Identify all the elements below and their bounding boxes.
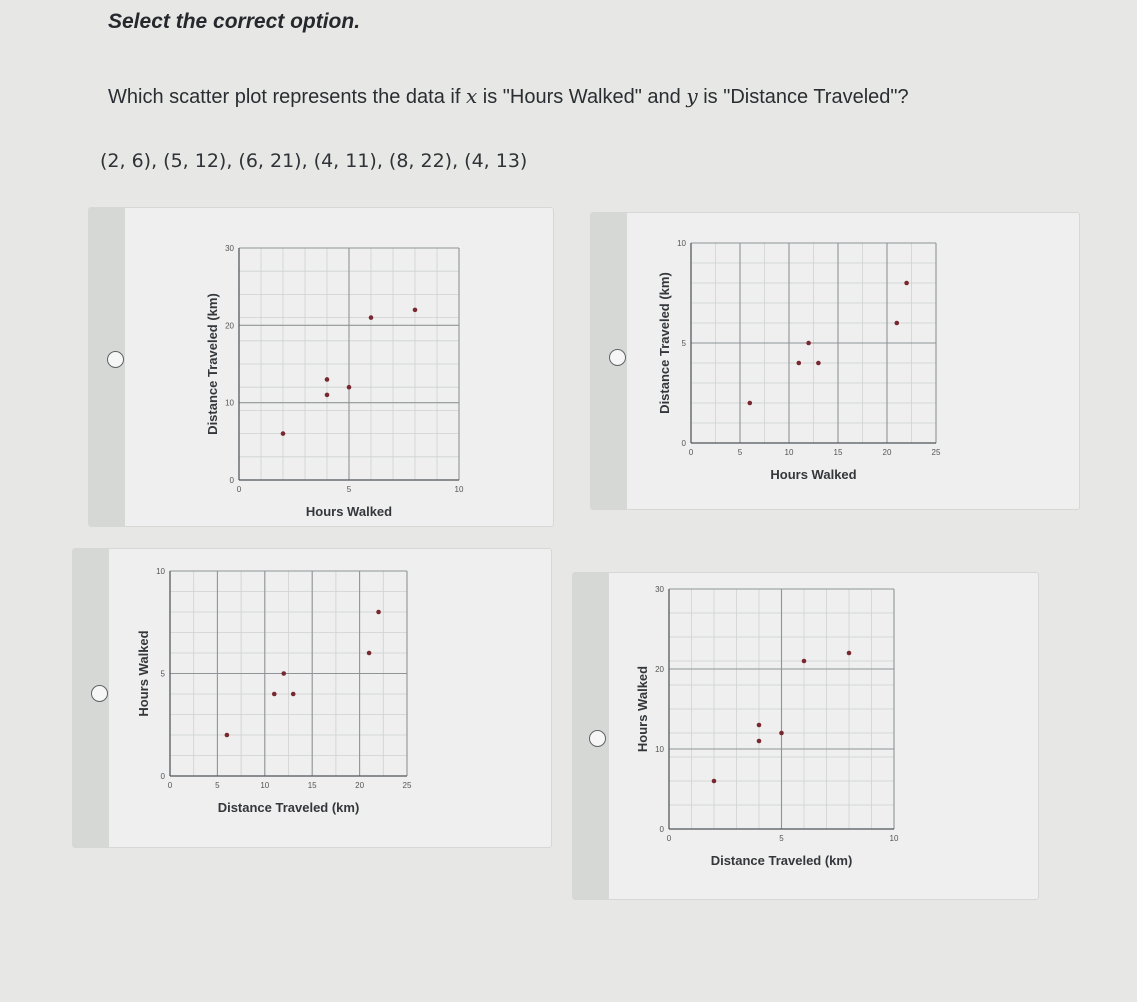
data-point bbox=[847, 651, 852, 656]
option-a-chart bbox=[129, 212, 529, 519]
x-tick-label: 5 bbox=[215, 781, 220, 790]
y-tick-label: 0 bbox=[160, 772, 165, 781]
y-axis-label: Hours Walked bbox=[635, 665, 650, 753]
y-tick-label: 20 bbox=[225, 321, 234, 331]
data-point bbox=[806, 341, 811, 346]
data-point bbox=[281, 671, 286, 676]
x-tick-label: 0 bbox=[236, 485, 242, 494]
data-point bbox=[797, 361, 802, 366]
x-tick-label: 5 bbox=[346, 485, 352, 494]
x-tick-label: 15 bbox=[307, 781, 317, 790]
y-tick-label: 5 bbox=[160, 669, 165, 679]
data-point bbox=[325, 393, 330, 398]
data-point bbox=[376, 610, 381, 615]
y-tick-label: 20 bbox=[655, 665, 664, 674]
x-tick-label: 5 bbox=[779, 834, 784, 843]
option-d-chart bbox=[573, 573, 973, 893]
y-tick-label: 10 bbox=[156, 567, 165, 576]
data-point bbox=[413, 308, 418, 313]
grid bbox=[691, 243, 936, 443]
option-a-strip bbox=[89, 208, 125, 526]
option-a-radio[interactable] bbox=[107, 351, 124, 368]
data-points-text: (2, 6), (5, 12), (6, 21), (4, 11), (8, 22), (4, 13) bbox=[100, 150, 528, 172]
data-point bbox=[779, 731, 784, 736]
data-point bbox=[712, 779, 717, 784]
x-tick-label: 10 bbox=[784, 448, 794, 457]
option-c-chart bbox=[73, 549, 473, 829]
data-point bbox=[816, 361, 821, 366]
data-point bbox=[904, 281, 909, 286]
y-tick-label: 5 bbox=[681, 339, 686, 348]
x-tick-label: 0 bbox=[167, 781, 173, 790]
x-tick-label: 10 bbox=[889, 834, 899, 843]
question-suffix: is "Distance Traveled"? bbox=[697, 86, 909, 108]
y-tick-label: 0 bbox=[229, 476, 234, 485]
data-point bbox=[281, 431, 286, 436]
data-point bbox=[291, 692, 296, 697]
x-axis-label: Distance Traveled (km) bbox=[710, 853, 853, 868]
x-tick-label: 25 bbox=[931, 448, 941, 457]
x-tick-label: 0 bbox=[688, 448, 694, 457]
data-point bbox=[225, 733, 230, 738]
y-tick-label: 10 bbox=[225, 398, 234, 408]
x-tick-label: 20 bbox=[882, 448, 892, 457]
option-b-card[interactable] bbox=[590, 212, 1080, 510]
y-tick-label: 30 bbox=[225, 244, 234, 253]
question-text bbox=[108, 84, 909, 109]
x-tick-label: 20 bbox=[355, 781, 365, 790]
x-axis-label: Hours Walked bbox=[770, 467, 857, 482]
data-point bbox=[272, 692, 277, 697]
y-tick-label: 10 bbox=[655, 745, 664, 754]
data-point bbox=[757, 739, 762, 744]
instruction-text: Select the correct option. bbox=[108, 10, 361, 33]
x-tick-label: 5 bbox=[737, 448, 743, 457]
x-tick-label: 25 bbox=[402, 781, 412, 790]
x-tick-label: 0 bbox=[666, 834, 672, 843]
x-axis-label: Hours Walked bbox=[305, 504, 393, 519]
data-point bbox=[757, 723, 762, 728]
data-point bbox=[895, 321, 900, 326]
option-d-card[interactable] bbox=[572, 572, 1039, 900]
y-tick-label: 0 bbox=[681, 439, 686, 448]
x-tick-label: 15 bbox=[833, 448, 843, 457]
question-middle: is "Hours Walked" and bbox=[482, 86, 687, 108]
y-axis-label: Distance Traveled (km) bbox=[205, 293, 220, 435]
question-y-var: y bbox=[686, 84, 698, 108]
y-tick-label: 30 bbox=[655, 585, 664, 594]
y-axis-label: Hours Walked bbox=[136, 630, 151, 717]
data-point bbox=[748, 401, 753, 406]
data-point bbox=[369, 315, 374, 320]
question-x-var: x bbox=[465, 84, 478, 108]
data-point bbox=[325, 377, 330, 382]
data-point bbox=[347, 385, 352, 390]
y-tick-label: 0 bbox=[659, 825, 664, 834]
option-c-card[interactable] bbox=[72, 548, 552, 848]
y-axis-label: Distance Traveled (km) bbox=[657, 272, 672, 414]
grid bbox=[239, 248, 459, 480]
data-point bbox=[802, 659, 807, 664]
question-prefix: Which scatter plot represents the data if bbox=[108, 86, 466, 108]
x-tick-label: 10 bbox=[260, 781, 270, 790]
x-axis-label: Distance Traveled (km) bbox=[217, 800, 360, 815]
grid bbox=[669, 589, 894, 829]
x-tick-label: 10 bbox=[454, 485, 464, 494]
y-tick-label: 10 bbox=[677, 239, 686, 248]
option-b-chart bbox=[591, 213, 991, 493]
grid bbox=[170, 571, 407, 776]
option-a-card[interactable] bbox=[88, 207, 554, 527]
data-point bbox=[367, 651, 372, 656]
